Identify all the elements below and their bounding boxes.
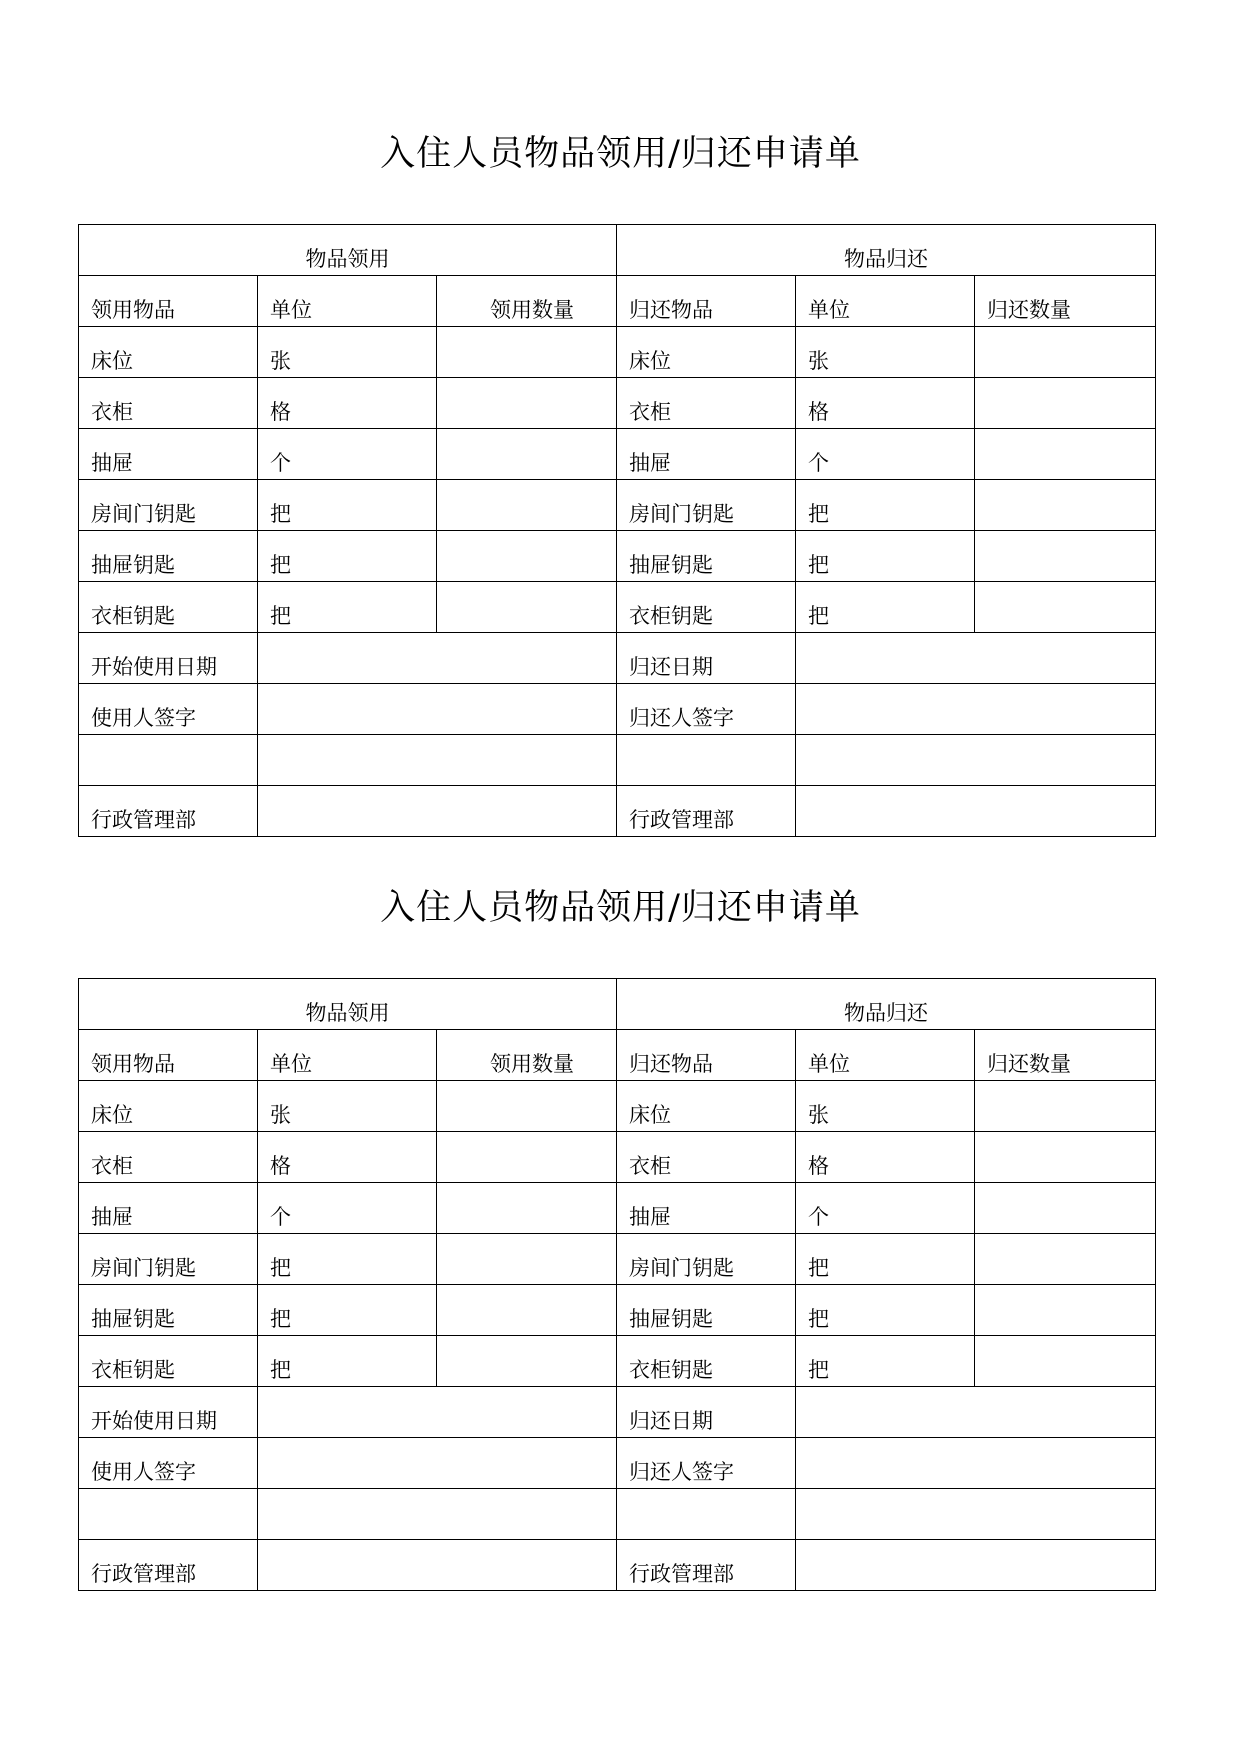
admin-dept-label-left: 行政管理部: [79, 786, 258, 837]
section-borrow-header: 物品领用: [79, 979, 617, 1030]
borrow-item-cell: 抽屉钥匙: [79, 1285, 258, 1336]
request-table: [78, 978, 1156, 1591]
borrow-unit-cell: 把: [258, 480, 437, 531]
borrow-unit-cell: 格: [258, 378, 437, 429]
returner-signature-field[interactable]: [796, 684, 1156, 735]
return-unit-cell: 把: [796, 1285, 975, 1336]
return-item-header: 归还物品: [617, 1030, 796, 1081]
return-qty-field[interactable]: [975, 429, 1156, 480]
return-qty-field[interactable]: [975, 378, 1156, 429]
section-return-header: 物品归还: [617, 979, 1156, 1030]
user-signature-label: 使用人签字: [79, 684, 258, 735]
return-qty-field[interactable]: [975, 1336, 1156, 1387]
borrow-unit-cell: 个: [258, 1183, 437, 1234]
return-date-field[interactable]: [796, 1387, 1156, 1438]
start-date-field[interactable]: [258, 633, 617, 684]
item-row: [79, 1183, 1156, 1234]
borrow-unit-cell: 把: [258, 531, 437, 582]
borrow-unit-cell: 把: [258, 1336, 437, 1387]
return-qty-field[interactable]: [975, 531, 1156, 582]
return-item-cell: 抽屉钥匙: [617, 531, 796, 582]
return-unit-cell: 个: [796, 1183, 975, 1234]
admin-dept-row: [79, 786, 1156, 837]
borrow-unit-cell: 把: [258, 1234, 437, 1285]
return-qty-header: 归还数量: [975, 1030, 1156, 1081]
return-qty-field[interactable]: [975, 1081, 1156, 1132]
item-row: [79, 429, 1156, 480]
return-item-cell: 衣柜钥匙: [617, 582, 796, 633]
item-row: [79, 327, 1156, 378]
user-signature-label: 使用人签字: [79, 1438, 258, 1489]
admin-dept-label-left: 行政管理部: [79, 1540, 258, 1591]
return-unit-cell: 把: [796, 531, 975, 582]
borrow-qty-field[interactable]: [437, 1183, 617, 1234]
admin-dept-row: [79, 1540, 1156, 1591]
section-return-header: 物品归还: [617, 225, 1156, 276]
return-date-field[interactable]: [796, 633, 1156, 684]
item-row: [79, 1234, 1156, 1285]
borrow-qty-header: 领用数量: [437, 1030, 617, 1081]
borrow-qty-field[interactable]: [437, 582, 617, 633]
request-table: [78, 224, 1156, 837]
item-row: [79, 480, 1156, 531]
column-header-row: [79, 276, 1156, 327]
form-title: 入住人员物品领用/归还申请单: [380, 134, 861, 174]
return-item-cell: 衣柜钥匙: [617, 1336, 796, 1387]
return-unit-cell: 把: [796, 480, 975, 531]
return-item-cell: 床位: [617, 1081, 796, 1132]
admin-dept-label-right: 行政管理部: [617, 1540, 796, 1591]
borrow-item-cell: 衣柜: [79, 378, 258, 429]
borrow-unit-cell: 张: [258, 327, 437, 378]
borrow-qty-header: 领用数量: [437, 276, 617, 327]
borrow-qty-field[interactable]: [437, 531, 617, 582]
borrow-qty-field[interactable]: [437, 429, 617, 480]
returner-signature-label: 归还人签字: [617, 684, 796, 735]
return-unit-cell: 格: [796, 378, 975, 429]
column-header-row: [79, 1030, 1156, 1081]
return-unit-cell: 张: [796, 327, 975, 378]
signature-row: [79, 684, 1156, 735]
return-unit-header: 单位: [796, 276, 975, 327]
borrow-item-header: 领用物品: [79, 276, 258, 327]
borrow-qty-field[interactable]: [437, 1132, 617, 1183]
return-qty-field[interactable]: [975, 1183, 1156, 1234]
blank-field-left[interactable]: [258, 1489, 617, 1540]
admin-dept-field-right[interactable]: [796, 786, 1156, 837]
borrow-item-cell: 衣柜钥匙: [79, 582, 258, 633]
borrow-item-cell: 房间门钥匙: [79, 1234, 258, 1285]
return-item-cell: 抽屉: [617, 429, 796, 480]
admin-dept-field-left[interactable]: [258, 786, 617, 837]
returner-signature-field[interactable]: [796, 1438, 1156, 1489]
start-date-field[interactable]: [258, 1387, 617, 1438]
return-qty-field[interactable]: [975, 1234, 1156, 1285]
borrow-unit-cell: 个: [258, 429, 437, 480]
blank-label-left: [79, 1489, 258, 1540]
borrow-item-cell: 房间门钥匙: [79, 480, 258, 531]
admin-dept-label-right: 行政管理部: [617, 786, 796, 837]
item-row: [79, 378, 1156, 429]
return-item-cell: 衣柜: [617, 1132, 796, 1183]
blank-row: [79, 735, 1156, 786]
return-qty-header: 归还数量: [975, 276, 1156, 327]
borrow-unit-cell: 把: [258, 1285, 437, 1336]
blank-label-left: [79, 735, 258, 786]
blank-row: [79, 1489, 1156, 1540]
admin-dept-field-right[interactable]: [796, 1540, 1156, 1591]
section-borrow-header: 物品领用: [79, 225, 617, 276]
return-qty-field[interactable]: [975, 1285, 1156, 1336]
admin-dept-field-left[interactable]: [258, 1540, 617, 1591]
start-date-row: [79, 633, 1156, 684]
user-signature-field[interactable]: [258, 1438, 617, 1489]
return-qty-field[interactable]: [975, 327, 1156, 378]
return-item-cell: 抽屉: [617, 1183, 796, 1234]
return-qty-field[interactable]: [975, 582, 1156, 633]
borrow-unit-header: 单位: [258, 1030, 437, 1081]
return-date-label: 归还日期: [617, 1387, 796, 1438]
borrow-qty-field[interactable]: [437, 1081, 617, 1132]
return-item-cell: 房间门钥匙: [617, 480, 796, 531]
item-row: [79, 1081, 1156, 1132]
borrow-qty-field[interactable]: [437, 1234, 617, 1285]
return-item-cell: 衣柜: [617, 378, 796, 429]
borrow-item-header: 领用物品: [79, 1030, 258, 1081]
borrow-qty-field[interactable]: [437, 480, 617, 531]
borrow-unit-cell: 格: [258, 1132, 437, 1183]
return-unit-cell: 格: [796, 1132, 975, 1183]
borrow-qty-field[interactable]: [437, 1336, 617, 1387]
item-row: [79, 1132, 1156, 1183]
return-unit-header: 单位: [796, 1030, 975, 1081]
return-qty-field[interactable]: [975, 480, 1156, 531]
borrow-qty-field[interactable]: [437, 1285, 617, 1336]
return-unit-cell: 把: [796, 1336, 975, 1387]
borrow-item-cell: 抽屉钥匙: [79, 531, 258, 582]
blank-label-right: [617, 1489, 796, 1540]
section-header-row: [79, 979, 1156, 1030]
borrow-qty-field[interactable]: [437, 327, 617, 378]
start-date-row: [79, 1387, 1156, 1438]
blank-field-right[interactable]: [796, 1489, 1156, 1540]
section-header-row: [79, 225, 1156, 276]
start-date-label: 开始使用日期: [79, 633, 258, 684]
borrow-qty-field[interactable]: [437, 378, 617, 429]
borrow-item-cell: 床位: [79, 327, 258, 378]
borrow-item-cell: 床位: [79, 1081, 258, 1132]
borrow-item-cell: 衣柜: [79, 1132, 258, 1183]
returner-signature-label: 归还人签字: [617, 1438, 796, 1489]
return-unit-cell: 张: [796, 1081, 975, 1132]
blank-field-right[interactable]: [796, 735, 1156, 786]
borrow-item-cell: 抽屉: [79, 1183, 258, 1234]
user-signature-field[interactable]: [258, 684, 617, 735]
borrow-item-cell: 抽屉: [79, 429, 258, 480]
return-item-header: 归还物品: [617, 276, 796, 327]
borrow-unit-header: 单位: [258, 276, 437, 327]
borrow-item-cell: 衣柜钥匙: [79, 1336, 258, 1387]
return-item-cell: 抽屉钥匙: [617, 1285, 796, 1336]
borrow-unit-cell: 张: [258, 1081, 437, 1132]
blank-field-left[interactable]: [258, 735, 617, 786]
return-unit-cell: 个: [796, 429, 975, 480]
return-unit-cell: 把: [796, 582, 975, 633]
item-row: [79, 1336, 1156, 1387]
item-row: [79, 531, 1156, 582]
return-item-cell: 房间门钥匙: [617, 1234, 796, 1285]
return-unit-cell: 把: [796, 1234, 975, 1285]
borrow-unit-cell: 把: [258, 582, 437, 633]
signature-row: [79, 1438, 1156, 1489]
blank-label-right: [617, 735, 796, 786]
return-date-label: 归还日期: [617, 633, 796, 684]
return-item-cell: 床位: [617, 327, 796, 378]
return-qty-field[interactable]: [975, 1132, 1156, 1183]
item-row: [79, 582, 1156, 633]
start-date-label: 开始使用日期: [79, 1387, 258, 1438]
form-title: 入住人员物品领用/归还申请单: [380, 888, 861, 928]
item-row: [79, 1285, 1156, 1336]
